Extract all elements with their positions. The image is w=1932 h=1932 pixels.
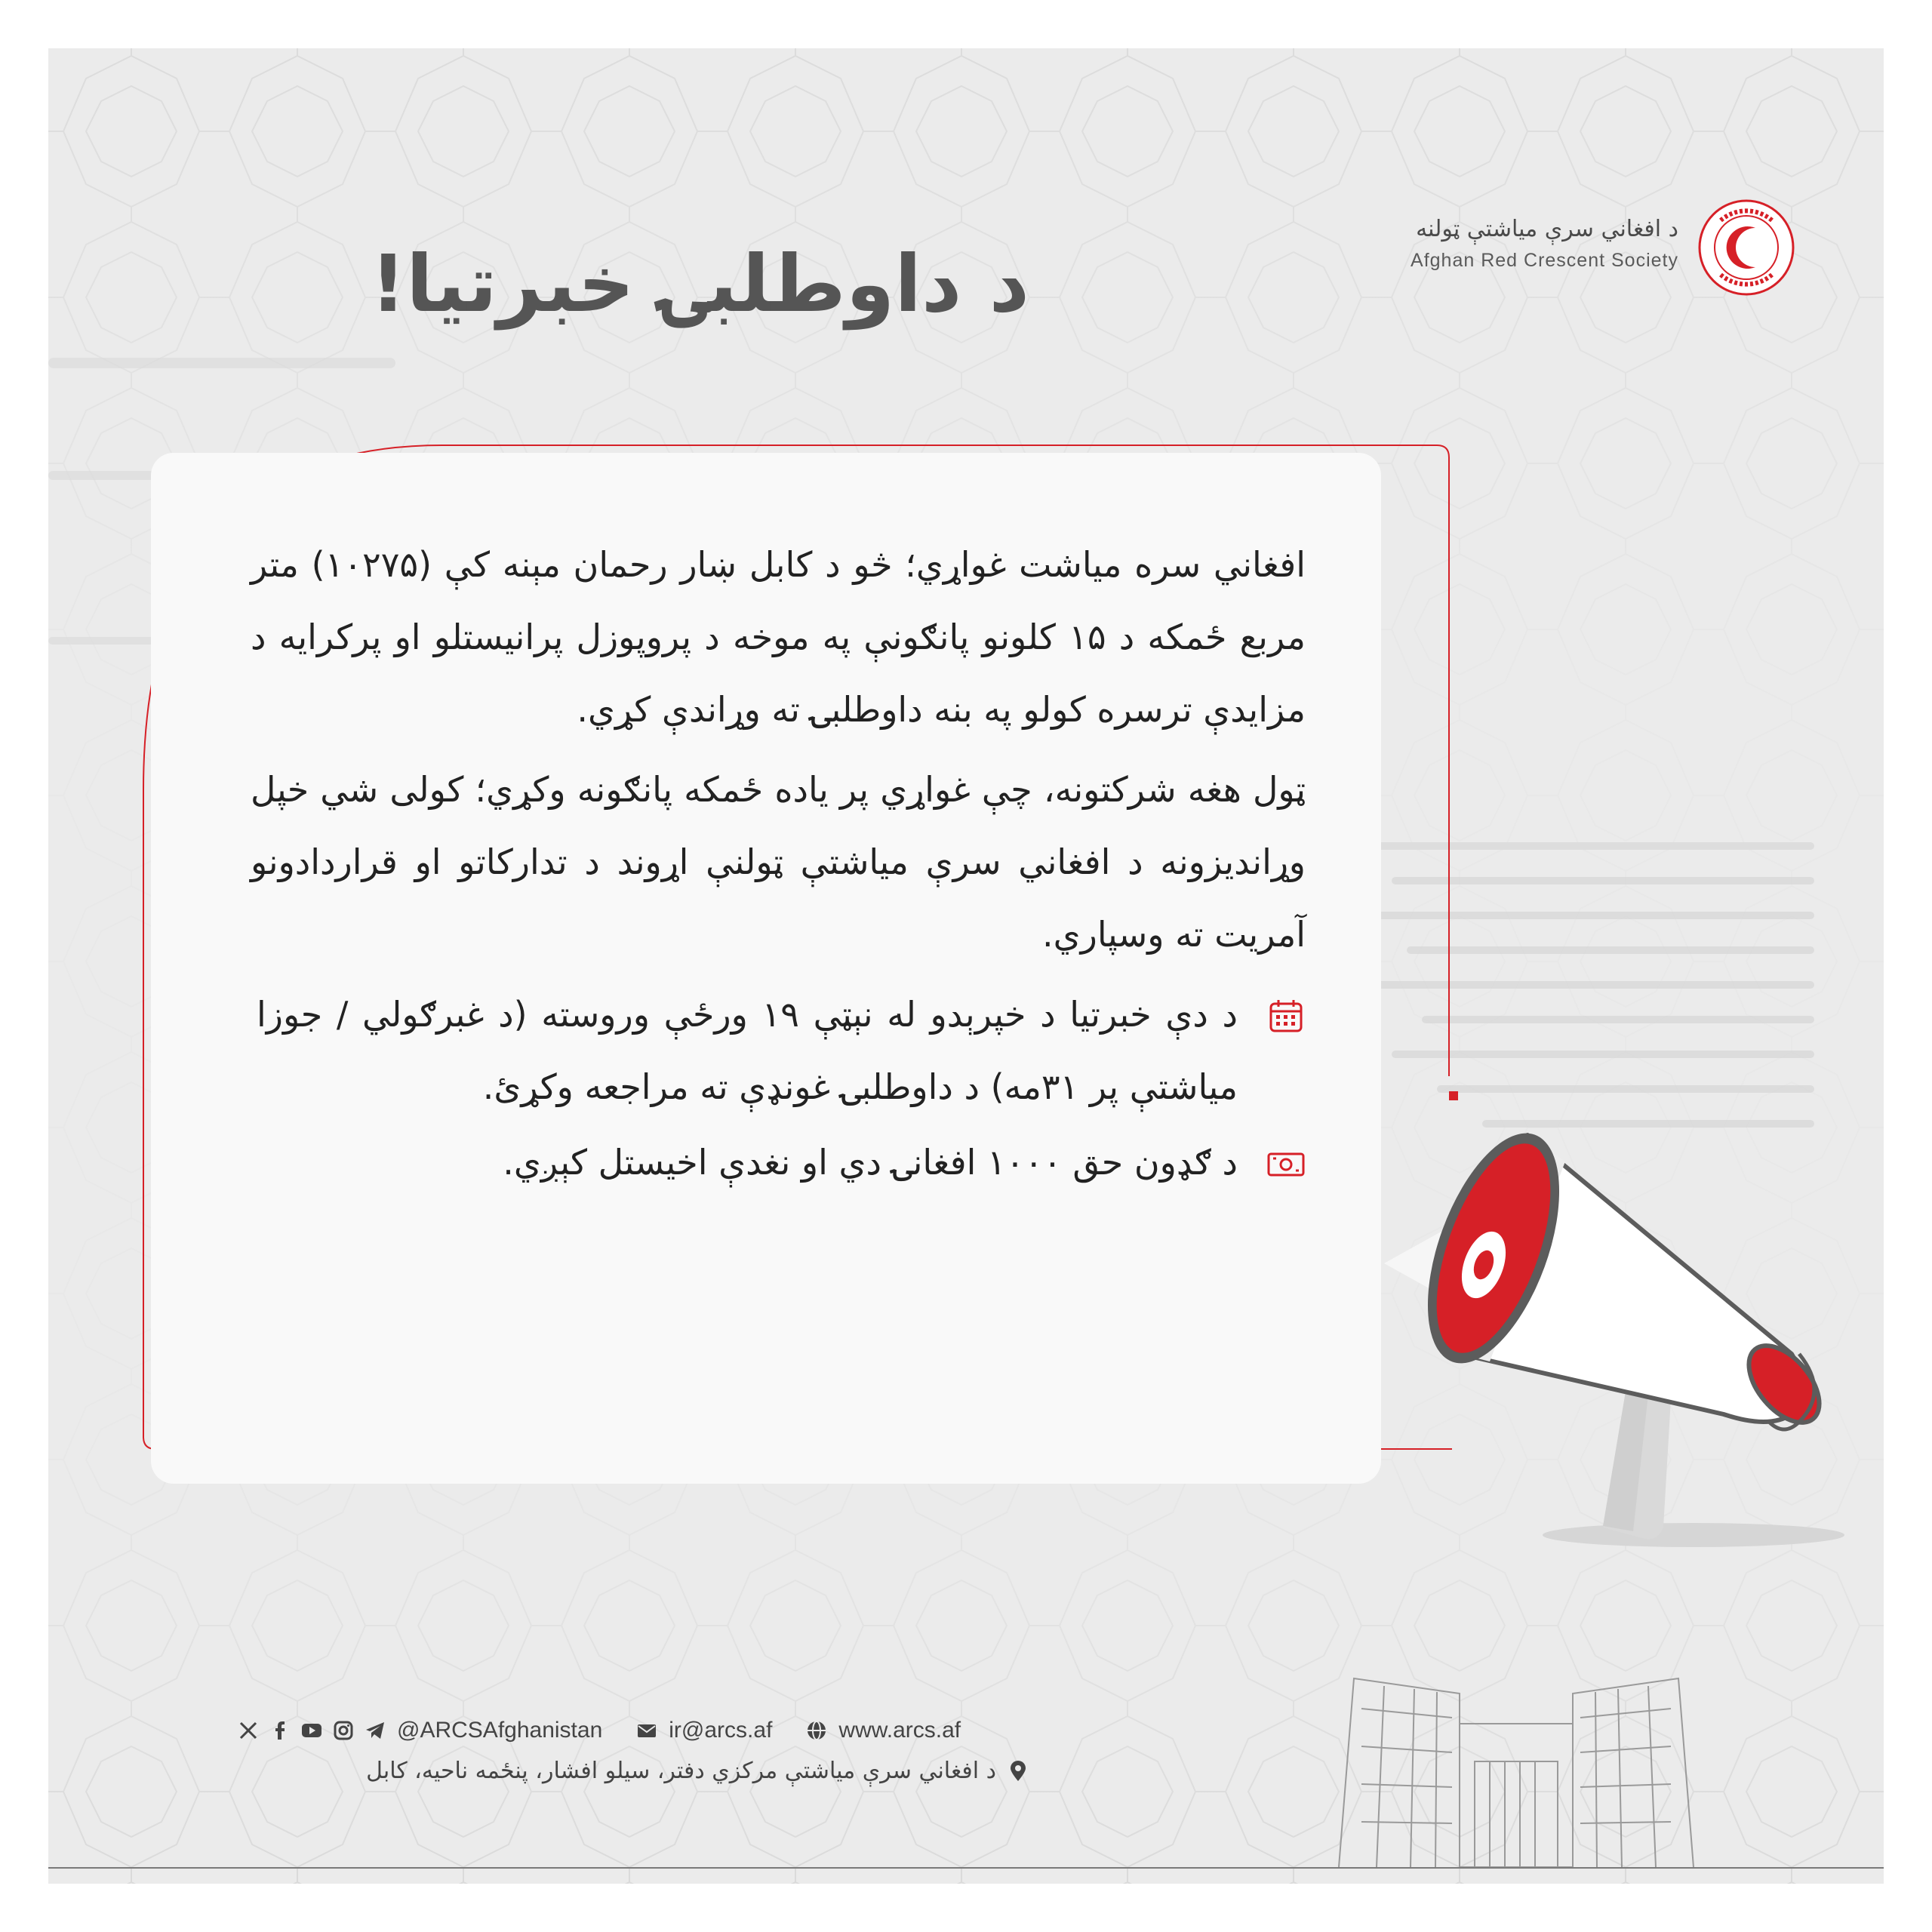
calendar-icon (1266, 996, 1306, 1035)
poster-frame (48, 48, 1884, 1884)
page-title: د داوطلبۍ خبرتیا! (370, 238, 1029, 330)
announcement-paragraph-2: ټول هغه شرکتونه، چې غواړي پر یاده ځمکه پانګونه وکړي؛ کولی شي خپل وړاندیزونه د افغاني سرې میاشتې ټولنې اړوند د تدارکاتو او قراردادونو آمریت ته وسپاري. (251, 769, 1306, 955)
bullet-text-fee: د ګډون حق ۱۰۰۰ افغانۍ دي او نغدې اخیستل کېږي. (503, 1142, 1238, 1183)
website-contact[interactable] (805, 1718, 961, 1743)
youtube-icon[interactable] (300, 1719, 323, 1742)
money-icon (1266, 1144, 1306, 1183)
organization-name (1256, 216, 1678, 272)
social-icons (237, 1719, 386, 1742)
bullet-text-date: د دې خبرتیا د خپرېدو له نېټې ۱۹ ورځې وروسته (د غبرګولي / جوزا میاشتې پر ۳۱مه) د داوطلبۍ غونډې ته مراجعه وکړئ. (257, 994, 1238, 1107)
email-icon (635, 1719, 658, 1742)
footer-address (237, 1758, 1029, 1784)
bullet-item-fee (257, 1126, 1306, 1198)
accent-dot (1449, 1091, 1458, 1100)
location-pin-icon (1007, 1760, 1029, 1783)
email-text[interactable]: ir@arcs.af (669, 1718, 773, 1743)
arcs-logo (1698, 199, 1795, 296)
organization-name-pashto: د افغاني سرې میاشتې ټولنه (1416, 216, 1678, 242)
social-handle-text[interactable]: @ARCSAfghanistan (397, 1718, 603, 1743)
instagram-icon[interactable] (332, 1719, 355, 1742)
footer-contacts (237, 1712, 994, 1749)
social-handle[interactable] (397, 1718, 602, 1743)
website-text[interactable]: www.arcs.af (838, 1718, 961, 1743)
announcement-card (151, 453, 1381, 1484)
announcement-body (251, 528, 1306, 1198)
x-icon[interactable] (237, 1719, 260, 1742)
address-text: د افغاني سرې میاشتې مرکزي دفتر، سیلو افشار، پنځمه ناحیه، کابل (366, 1758, 996, 1784)
megaphone-illustration (1377, 1105, 1875, 1558)
email-contact[interactable] (635, 1718, 772, 1743)
announcement-paragraph-1: افغاني سره میاشت غواړي؛ څو د کابل ښار رحمان مېنه کې (۱۰۲۷۵) متر مربع ځمکه د ۱۵ کلونو پانګونې په موخه د پروپوزل پرانیستلو او پرکرایه د مزایدې ترسره کولو په بنه داوطلبۍ ته وړاندې کړي. (251, 544, 1306, 730)
headquarters-building-sketch (1316, 1656, 1716, 1882)
organization-name-english: Afghan Red Crescent Society (1411, 250, 1678, 271)
footer-divider (48, 1867, 1884, 1869)
telegram-icon[interactable] (364, 1719, 386, 1742)
bullet-item-date (257, 978, 1306, 1123)
globe-icon (805, 1719, 828, 1742)
facebook-icon[interactable] (269, 1719, 291, 1742)
